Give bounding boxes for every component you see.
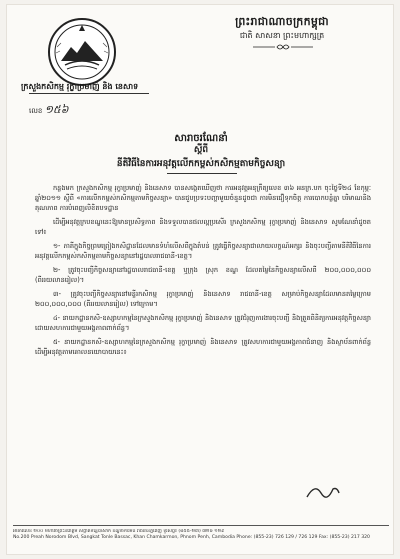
paragraph-guidance: ដើម្បីអនុវត្តក្របខណ្ឌនេះឱ្យមានប្រសិទ្ធភាព និងទទួលបានផលល្អប្រសើរ ក្រសួងកសិកម្ម រុក្ខាប្រមាញ់ និងនេសាទ សូមណែនាំដូចតទៅ៖ [35, 218, 371, 236]
document-body [35, 183, 371, 361]
reference-value: ១៥៦ [44, 103, 69, 116]
reference-number [29, 103, 68, 119]
ornament-divider-icon [253, 43, 313, 51]
handwritten-mark-icon [303, 477, 343, 507]
ministry-name: ក្រសួងកសិកម្ម រុក្ខាប្រមាញ់ និង នេសាទ [21, 82, 139, 91]
kingdom-heading: ព្រះរាជាណាចក្រកម្ពុជា [235, 15, 329, 28]
document-subject: នីតិវិធីនៃការអនុវត្តលើកកម្ពស់កសិកម្មតាមកិច្ចសន្យា [116, 159, 286, 169]
paragraph-intro: កន្លងមក ក្រសួងកសិកម្ម រុក្ខាប្រមាញ់ និងនេសាទ បានសង្កេតឃើញថា ការអនុវត្តអនុក្រឹត្យលេខ ៣៦ អនក្រ.បក ចុះថ្ងៃទី២៤ ខែកុម្ភៈ ឆ្នាំ២០១១ ស្តីពី «ការលើកកម្ពស់កសិកម្មតាមកិច្ចសន្យា» បានជួបប្រទះបញ្ហាមួយចំនួនដូចជា ការមិនជឿទុកចិត្ត ការបោកបន្លំគ្នា បរិមាណនិងគុណភាព ការបំពេញលិខិតបទដ្ឋាន [35, 184, 371, 212]
paragraph-item-5: ៥- នាយកដ្ឋានកសិ-ឧស្សាហកម្មនៃក្រសួងកសិកម្ម រុក្ខាប្រមាញ់ និងនេសាទ ត្រូវសហការជាមួយអង្គភាពជំនាញ និងស្ថាប័នពាក់ព័ន្ធ ដើម្បីអនុវត្តតាមគោលនយោបាយនេះ៖ [35, 338, 371, 356]
national-motto: ជាតិ សាសនា ព្រះមហាក្សត្រ [239, 31, 325, 40]
paragraph-item-2: ២- ត្រូវចុះបញ្ជីកិច្ចសន្យានៅរដ្ឋបាលរាជធានី-ខេត្ត ឬក្រុង ស្រុក ខណ្ឌ ដែលតម្លៃនៃកិច្ចសន្យាលើសពី ២០០,០០០,០០០ (ពីររយលានរៀល)។ [35, 266, 371, 284]
footer-address-english: No.200 Preah Norodom Blvd, Sangkat Tonle Bassac, Khan Chamkarmon, Phnom Penh, Cambodia Phone: (855-23) 726 129 / 726 129 Fax: (855-23) 217 320 [13, 535, 370, 540]
title-divider [167, 173, 237, 174]
footer-rule [13, 525, 389, 526]
paragraph-item-3: ៣- ត្រូវចុះបញ្ជីកិច្ចសន្យានៅមន្ទីរកសិកម្ម រុក្ខាប្រមាញ់ និងនេសាទ រាជធានី-ខេត្ត សម្រាប់កិច្ចសន្យាដែលមានតម្លៃក្រោម ២០០,០០០,០០០ (ពីររយលានរៀល) ទៅក្រោម។ [35, 290, 371, 308]
paragraph-item-1: ១- ភាគីក្នុងកិច្ចព្រមព្រៀងកសិដ្ឋានដែលមានទំហំលើសពីក្នុងតំបន់ ត្រូវធ្វើកិច្ចសន្យាជាលាយលក្ខណ៍អក្សរ និងចុះបញ្ជីតាមនីតិវិធីនៃការអនុវត្តលើកកម្ពស់កសិកម្មតាមកិច្ចសន្យានៅរដ្ឋបាលរាជធានី-ខេត្ត។ [35, 242, 371, 260]
document-title: សារាចរណែនាំ [174, 133, 228, 144]
ministry-logo-icon [47, 17, 117, 87]
paragraph-item-4: ៤- នាយកដ្ឋានកសិ-ឧស្សាហកម្មនៃក្រសួងកសិកម្ម រុក្ខាប្រមាញ់ និងនេសាទ ត្រូវជំរុញការងារចុះបញ្ជី និងត្រួតពិនិត្យការអនុវត្តកិច្ចសន្យា ដោយសហការជាមួយអង្គភាពពាក់ព័ន្ធ។ [35, 314, 371, 332]
footer-address-khmer: អាគារលេខ ២០០ មហាវិថីព្រះនរោត្តម សង្កាត់ទន្លេបាសាក់ ខណ្ឌចំការមន រាជធានីភ្នំពេញ ទូរស័ព្ទ៖ (៨៥៥-២៣) ៧២៦ ១២៩ [13, 529, 225, 534]
document-page [6, 4, 394, 555]
ministry-underline [29, 93, 149, 94]
footer-address [13, 529, 389, 541]
reference-label: លេខ [29, 107, 43, 115]
document-subtitle-on: ស្តីពី [193, 145, 209, 155]
